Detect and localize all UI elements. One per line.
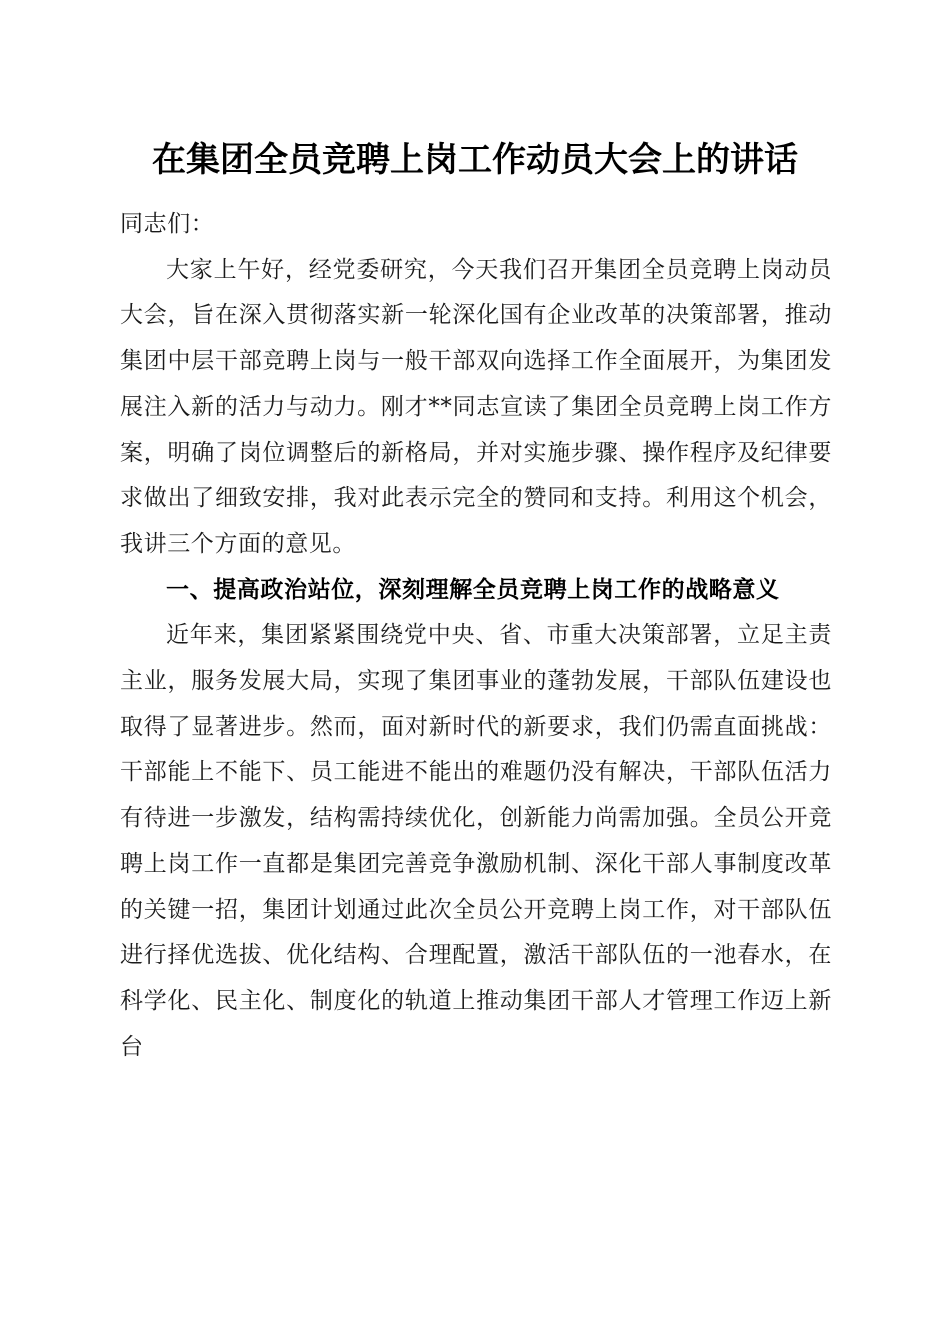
opening-paragraph: 大家上午好，经党委研究，今天我们召开集团全员竞聘上岗动员大会，旨在深入贯彻落实新一轮深化国有企业改革的决策部署，推动集团中层干部竞聘上岗与一般干部双向选择工作全面展开，为集团发展注入新的活力与动力。刚才**同志宣读了集团全员竞聘上岗工作方案，明确了岗位调整后的新格局，并对实施步骤、操作程序及纪律要求做出了细致安排，我对此表示完全的赞同和支持。利用这个机会，我讲三个方面的意见。 [120,256,832,557]
document-body [120,202,832,1070]
section-heading: 一、提高政治站位，深刻理解全员竞聘上岗工作的战略意义 [166,576,780,603]
salutation: 同志们： [120,211,215,237]
document-title: 在集团全员竞聘上岗工作动员大会上的讲话 [152,140,798,180]
section-paragraph: 近年来，集团紧紧围绕党中央、省、市重大决策部署，立足主责主业，服务发展大局，实现了集团事业的蓬勃发展，干部队伍建设也取得了显著进步。然而，面对新时代的新要求，我们仍需直面挑战：干部能上不能下、员工能进不能出的难题仍没有解决，干部队伍活力有待进一步激发，结构需持续优化，创新能力尚需加强。全员公开竞聘上岗工作一直都是集团完善竞争激励机制、深化干部人事制度改革的关键一招，集团计划通过此次全员公开竞聘上岗工作，对干部队伍进行择优选拔、优化结构、合理配置，激活干部队伍的一池春水，在科学化、民主化、制度化的轨道上推动集团干部人才管理工作迈上新台 [120,622,832,1060]
